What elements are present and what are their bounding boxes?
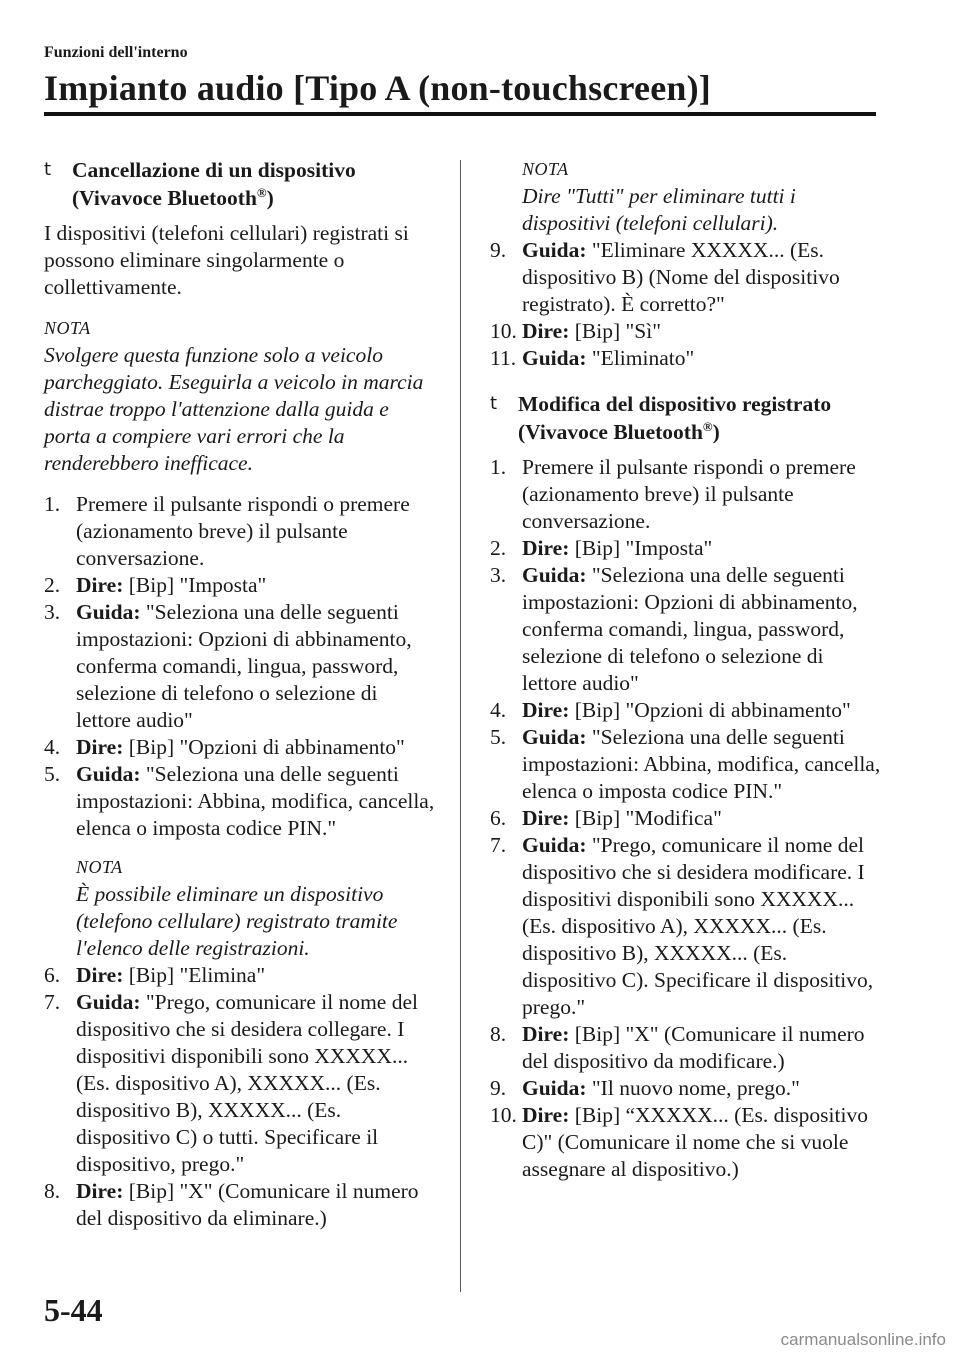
step-number: 5.: [44, 762, 61, 786]
step-label: Dire:: [76, 963, 124, 987]
list-item: [490, 237, 882, 318]
step-number: 3.: [490, 563, 507, 587]
list-item: [490, 1021, 882, 1075]
list-item: [490, 724, 882, 805]
step-label: Guida:: [522, 725, 587, 749]
registered-mark: ®: [702, 418, 713, 434]
heading-line1: Modifica del dispositivo registrato: [518, 392, 832, 416]
step-text: [Bip] "Opzioni di abbinamento": [123, 735, 405, 759]
page-number: 5-44: [44, 1292, 103, 1328]
step-text: [Bip] "Sì": [569, 319, 661, 343]
step-number: 2.: [44, 573, 61, 597]
list-item: [490, 535, 882, 562]
step-label: Dire:: [522, 1022, 570, 1046]
step-text: "Il nuovo nome, prego.": [586, 1076, 800, 1100]
step-label: Guida:: [522, 563, 587, 587]
step-label: Guida:: [522, 346, 587, 370]
list-item: [44, 734, 436, 761]
step-text: "Eliminato": [586, 346, 695, 370]
step-text: [Bip] “XXXXX... (Es. dispositivo C)" (Comunicare il nome che si vuole assegnare al dispositivo.): [522, 1103, 868, 1181]
nota-block: [44, 315, 436, 477]
list-item: [44, 761, 436, 842]
nota-text: È possibile eliminare un dispositivo (telefono cellulare) registrato tramite l'elenco delle registrazioni.: [76, 882, 398, 960]
heading-line1: Cancellazione di un dispositivo: [72, 158, 356, 182]
step-text: "Seleziona una delle seguenti impostazioni: Abbina, modifica, cancella, elenca o imposta codice PIN.": [76, 762, 435, 840]
step-number: 4.: [44, 735, 61, 759]
page-title: Impianto audio [Tipo A (non-touchscreen)]: [44, 68, 711, 108]
list-item: [44, 599, 436, 734]
steps-list-delete-c: [490, 237, 882, 372]
list-item: [490, 697, 882, 724]
step-label: Dire:: [522, 536, 570, 560]
step-text: [Bip] "Elimina": [123, 963, 266, 987]
step-text: [Bip] "Opzioni di abbinamento": [569, 698, 851, 722]
step-number: 5.: [490, 725, 507, 749]
step-number: 1.: [44, 492, 61, 516]
nota-block-indented: [76, 854, 436, 962]
watermark: carmanualsonline.info: [780, 1330, 946, 1349]
step-label: Dire:: [522, 698, 570, 722]
left-column: [44, 156, 436, 1250]
step-text: "Seleziona una delle seguenti impostazioni: Abbina, modifica, cancella, elenca o imposta codice PIN.": [522, 725, 881, 803]
step-number: 7.: [490, 833, 507, 857]
step-label: Guida:: [522, 238, 587, 262]
bullet-marker: t: [44, 159, 52, 180]
step-text: [Bip] "X" (Comunicare il numero del dispositivo da modificare.): [522, 1022, 865, 1073]
heading-line2: (Vivavoce Bluetooth®): [518, 418, 720, 444]
title-rule: [44, 112, 876, 116]
steps-list-modify: [490, 454, 882, 1183]
step-text: [Bip] "Imposta": [569, 536, 713, 560]
step-label: Dire:: [522, 1103, 570, 1127]
list-item: [44, 962, 436, 989]
step-label: Dire:: [76, 573, 124, 597]
registered-mark: ®: [256, 184, 267, 200]
list-item: [490, 832, 882, 1021]
nota-block-indented: [522, 156, 882, 237]
intro-paragraph: I dispositivi (telefoni cellulari) registrati si possono eliminare singolarmente o collettivamente.: [44, 221, 409, 299]
section-heading-delete: [44, 156, 436, 212]
list-item: [44, 491, 436, 572]
step-number: 9.: [490, 238, 507, 262]
step-label: Guida:: [522, 1076, 587, 1100]
step-number: 6.: [490, 806, 507, 830]
step-label: Guida:: [76, 600, 141, 624]
step-label: Dire:: [76, 735, 124, 759]
section-label: Funzioni dell'interno: [44, 44, 188, 61]
step-text: "Prego, comunicare il nome del dispositivo che si desidera collegare. I dispositivi disponibili sono XXXXX... (Es. dispositivo A), XXXXX... (Es. dispositivo B), XXXXX... (Es. dispositivo C) o tutti. Specificare il dispositivo, prego.": [76, 990, 418, 1176]
step-number: 10.: [490, 319, 517, 343]
nota-text: Dire "Tutti" per eliminare tutti i dispositivi (telefoni cellulari).: [522, 184, 796, 235]
step-number: 4.: [490, 698, 507, 722]
step-text: "Seleziona una delle seguenti impostazioni: Opzioni di abbinamento, conferma comandi, lingua, password, selezione di telefono o selezione di lettore audio": [522, 563, 858, 695]
list-item: [44, 989, 436, 1178]
step-number: 2.: [490, 536, 507, 560]
list-item: [490, 345, 882, 372]
step-number: 10.: [490, 1103, 517, 1127]
bullet-marker: t: [490, 393, 498, 414]
list-item: [490, 1075, 882, 1102]
step-text: Premere il pulsante rispondi o premere (azionamento breve) il pulsante conversazione.: [76, 492, 410, 570]
list-item: [44, 572, 436, 599]
step-label: Guida:: [76, 990, 141, 1014]
nota-label: NOTA: [44, 318, 91, 338]
step-text: "Seleziona una delle seguenti impostazioni: Opzioni di abbinamento, conferma comandi, lingua, password, selezione di telefono o selezione di lettore audio": [76, 600, 412, 732]
list-item: [490, 454, 882, 535]
step-number: 11.: [490, 346, 517, 370]
step-label: Guida:: [76, 762, 141, 786]
nota-label: NOTA: [522, 159, 569, 179]
section-heading-modify: [490, 390, 882, 446]
step-number: 6.: [44, 963, 61, 987]
step-label: Dire:: [522, 806, 570, 830]
steps-list-delete-a: [44, 491, 436, 842]
step-number: 8.: [44, 1179, 61, 1203]
step-text: "Prego, comunicare il nome del dispositivo che si desidera modificare. I dispositivi disponibili sono XXXXX... (Es. dispositivo A), XXXXX... (Es. dispositivo B), XXXXX... (Es. dispositivo C). Specificare il dispositivo, prego.": [522, 833, 874, 1019]
steps-list-delete-b: [44, 962, 436, 1232]
step-label: Dire:: [76, 1179, 124, 1203]
step-text: "Eliminare XXXXX... (Es. dispositivo B) (Nome del dispositivo registrato). È corretto?": [522, 238, 840, 316]
step-number: 9.: [490, 1076, 507, 1100]
step-label: Dire:: [522, 319, 570, 343]
list-item: [490, 1102, 882, 1183]
list-item: [44, 1178, 436, 1232]
column-divider: [460, 160, 461, 1292]
step-text: [Bip] "Modifica": [569, 806, 722, 830]
step-number: 7.: [44, 990, 61, 1014]
step-text: [Bip] "Imposta": [123, 573, 267, 597]
page-header: [44, 44, 876, 110]
step-label: Guida:: [522, 833, 587, 857]
list-item: [490, 318, 882, 345]
right-column: [490, 156, 882, 1201]
step-number: 1.: [490, 455, 507, 479]
step-text: [Bip] "X" (Comunicare il numero del dispositivo da eliminare.): [76, 1179, 419, 1230]
heading-line2: (Vivavoce Bluetooth®): [72, 184, 274, 210]
step-number: 8.: [490, 1022, 507, 1046]
nota-label: NOTA: [76, 857, 123, 877]
list-item: [490, 805, 882, 832]
step-number: 3.: [44, 600, 61, 624]
step-text: Premere il pulsante rispondi o premere (azionamento breve) il pulsante conversazione.: [522, 455, 856, 533]
nota-text: Svolgere questa funzione solo a veicolo parcheggiato. Eseguirla a veicolo in marcia distrae troppo l'attenzione dalla guida e porta a compiere vari errori che la renderebbero inefficace.: [44, 343, 424, 475]
list-item: [490, 562, 882, 697]
